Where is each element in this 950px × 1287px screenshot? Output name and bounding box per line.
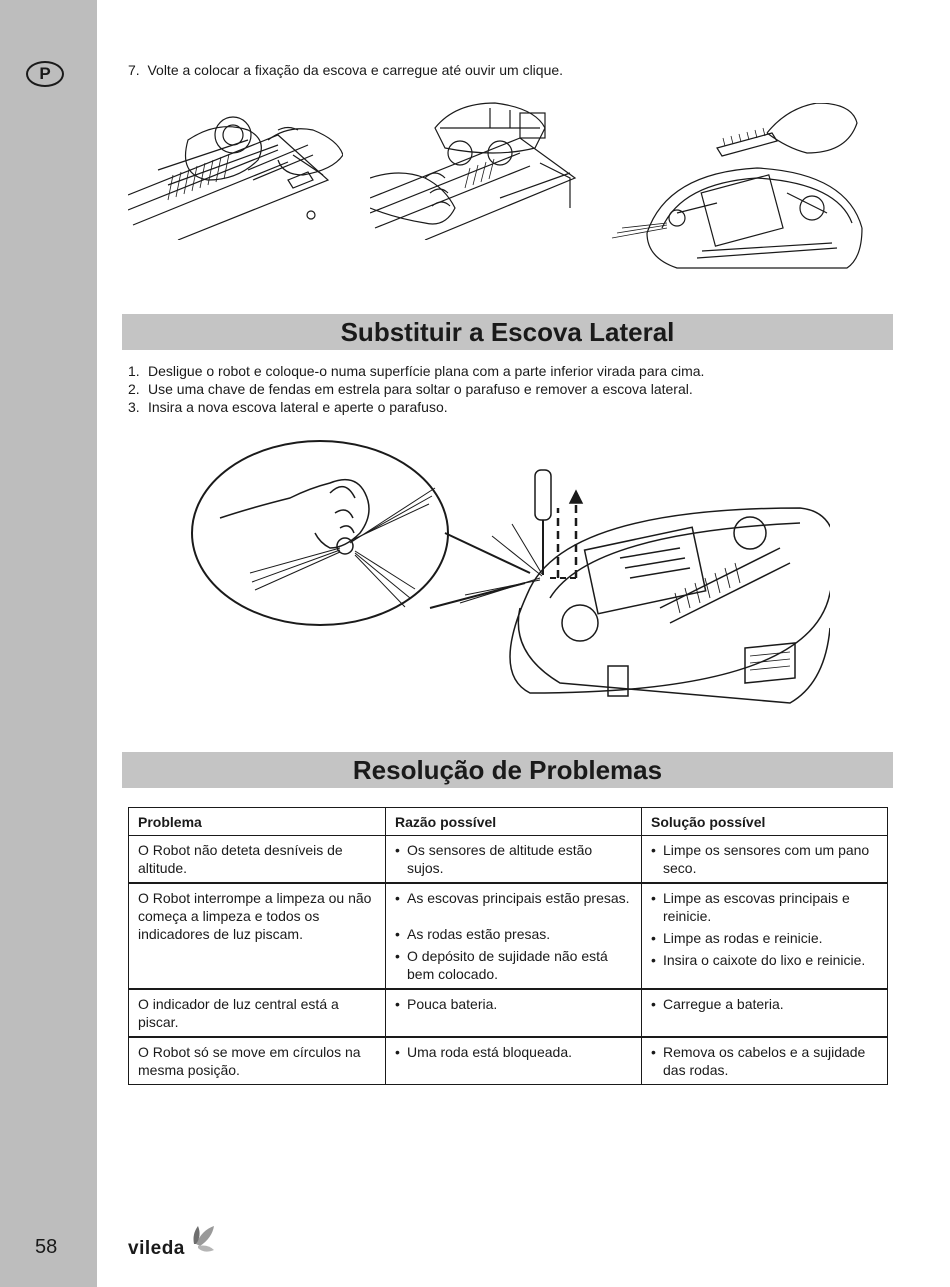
step-7 <box>128 62 563 78</box>
side-brush-removal-illustration <box>190 438 830 718</box>
header-problem: Problema <box>129 808 386 836</box>
list-item: 3. Insira a nova escova lateral e aperte o parafuso. <box>128 399 448 415</box>
header-reason: Razão possível <box>386 808 642 836</box>
reason-cell: • Os sensores de altitude estão sujos. <box>386 836 642 884</box>
side-brush-steps <box>128 362 704 416</box>
table-row <box>129 836 888 884</box>
reason-cell: • As escovas principais estão presas. • As rodas estão presas. • O depósito de sujidade não está bem colocado. <box>386 883 642 989</box>
leaf-logo-icon <box>194 1226 215 1252</box>
solution-cell: • Carregue a bateria. <box>642 989 888 1037</box>
page-number: 58 <box>35 1236 58 1258</box>
problem-cell: O Robot interrompe a limpeza ou não começa a limpeza e todos os indicadores de luz piscam. <box>129 883 386 989</box>
solution-cell: • Limpe as escovas principais e reinicie. • Limpe as rodas e reinicie. • Insira o caixote do lixo e reinicie. <box>642 883 888 989</box>
reason-cell: • Pouca bateria. <box>386 989 642 1037</box>
problem-cell: O indicador de luz central está a piscar. <box>129 989 386 1037</box>
brush-holder-insert-illustration <box>128 100 343 240</box>
section-title-side-brush: Substituir a Escova Lateral <box>122 314 893 350</box>
vileda-logo <box>128 1222 223 1262</box>
reason-cell: • Uma roda está bloqueada. <box>386 1037 642 1085</box>
list-item: 1. Desligue o robot e coloque-o numa superfície plana com a parte inferior virada para cima. <box>128 363 705 379</box>
language-badge: P <box>26 61 64 87</box>
robot-main-brush-illustration <box>607 103 865 275</box>
solution-cell: • Limpe os sensores com um pano seco. <box>642 836 888 884</box>
solution-cell: • Remova os cabelos e a sujidade das rodas. <box>642 1037 888 1085</box>
brush-holder-click-illustration <box>370 98 585 240</box>
table-row <box>129 989 888 1037</box>
header-solution: Solução possível <box>642 808 888 836</box>
step-7-text: Volte a colocar a fixação da escova e carregue até ouvir um clique. <box>147 62 564 78</box>
section-title-troubleshooting: Resolução de Problemas <box>122 752 893 788</box>
svg-text:vileda: vileda <box>128 1238 185 1259</box>
troubleshooting-table <box>128 807 888 1085</box>
problem-cell: O Robot só se move em círculos na mesma posição. <box>129 1037 386 1085</box>
table-header-row <box>129 808 888 836</box>
problem-cell: O Robot não deteta desníveis de altitude. <box>129 836 386 884</box>
left-sidebar <box>0 0 97 1287</box>
step-7-number: 7. <box>128 62 140 78</box>
table-row <box>129 1037 888 1085</box>
table-row <box>129 883 888 989</box>
list-item: 2. Use uma chave de fendas em estrela para soltar o parafuso e remover a escova lateral. <box>128 381 693 397</box>
